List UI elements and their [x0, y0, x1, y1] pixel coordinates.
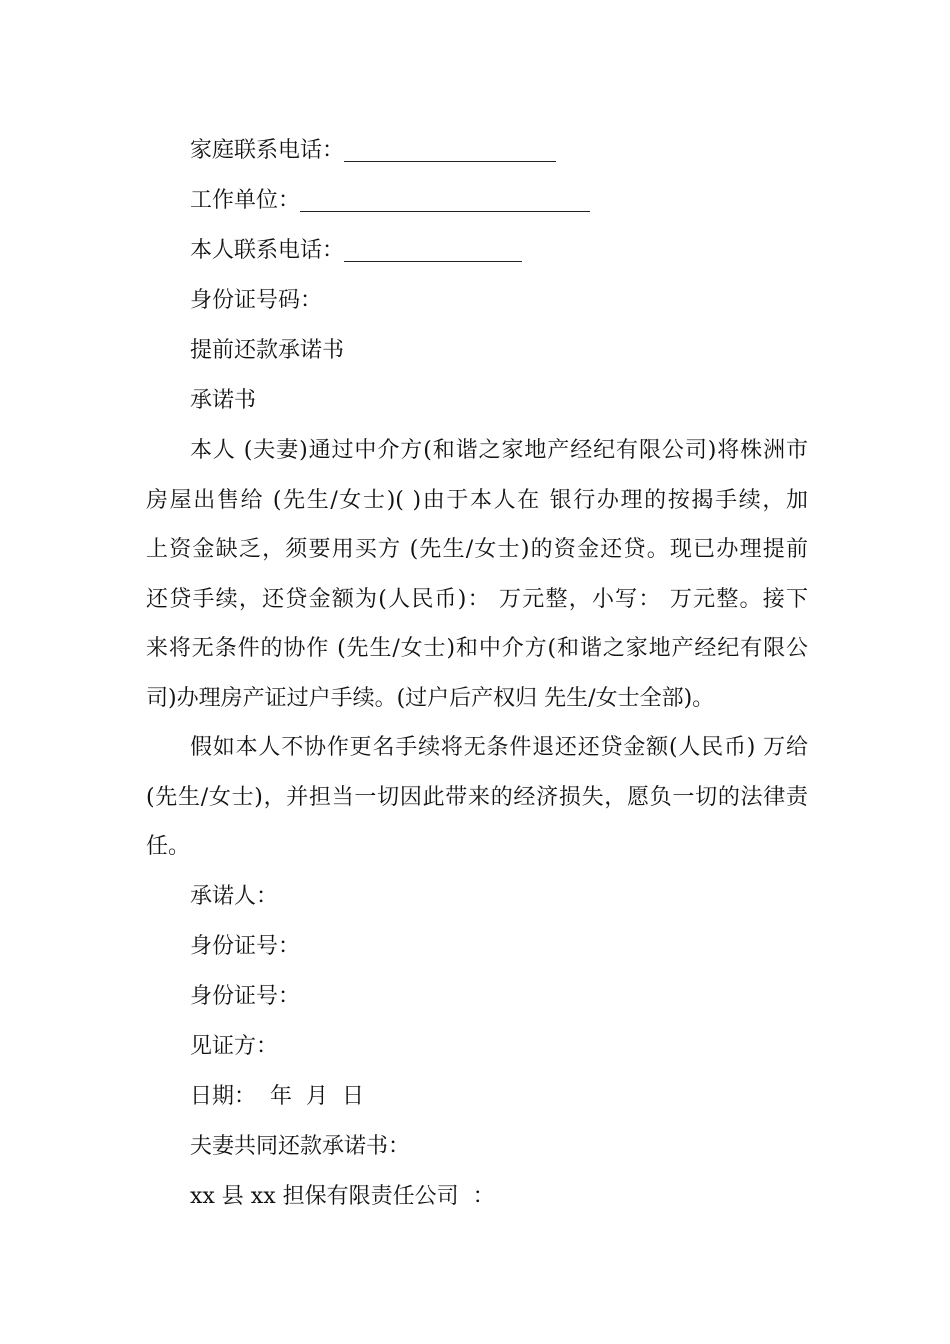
paragraph-line: 房屋出售给 (先生/女士)( )由于本人在 银行办理的按揭手续，加 [146, 487, 808, 513]
home-phone-blank [344, 139, 556, 162]
personal-phone-blank [344, 239, 522, 262]
company-addressee: xx 县 xx 担保有限责任公司 ： [190, 1183, 495, 1209]
id-number-label: 身份证号码： [190, 288, 323, 313]
paragraph-line: (先生/女士)，并担当一切因此带来的经济损失，愿负一切的法律责 [146, 784, 808, 810]
home-phone-field [146, 126, 808, 176]
id-number-field [146, 276, 808, 326]
workplace-label: 工作单位： [190, 188, 301, 213]
liability-paragraph [146, 723, 808, 872]
joint-repayment-title: 夫妻共同还款承诺书： [190, 1133, 411, 1159]
promisor-label: 承诺人： [190, 883, 279, 909]
workplace-blank [300, 189, 590, 212]
paragraph-line: 本人 (夫妻)通过中介方(和谐之家地产经纪有限公司)将株洲市 [190, 438, 808, 463]
id-card-label-1: 身份证号： [190, 933, 301, 959]
personal-phone-label: 本人联系电话： [190, 238, 345, 263]
commitment-paragraph [146, 426, 808, 723]
document-title: 提前还款承诺书 [190, 338, 345, 363]
paragraph-line: 司)办理房产证过户手续。(过户后产权归 先生/女士全部)。 [146, 685, 715, 711]
id-card-label-2: 身份证号： [190, 983, 301, 1009]
document-subtitle: 承诺书 [190, 388, 257, 413]
paragraph-line: 任。 [146, 834, 191, 859]
document-page [146, 126, 808, 1222]
paragraph-line: 来将无条件的协作 (先生/女士)和中介方(和谐之家地产经纪有限公 [146, 636, 808, 661]
personal-phone-field [146, 226, 808, 276]
paragraph-line: 上资金缺乏，须要用买方 (先生/女士)的资金还贷。现已办理提前 [146, 537, 808, 562]
paragraph-line: 还贷手续，还贷金额为(人民币)： 万元整，小写： 万元整。接下 [146, 586, 808, 612]
home-phone-label: 家庭联系电话： [190, 138, 345, 163]
witness-label: 见证方： [190, 1033, 279, 1059]
workplace-field [146, 176, 808, 226]
paragraph-line: 假如本人不协作更名手续将无条件退还还贷金额(人民币) 万给 [190, 735, 808, 760]
date-label: 日期： 年 月 日 [190, 1083, 364, 1109]
